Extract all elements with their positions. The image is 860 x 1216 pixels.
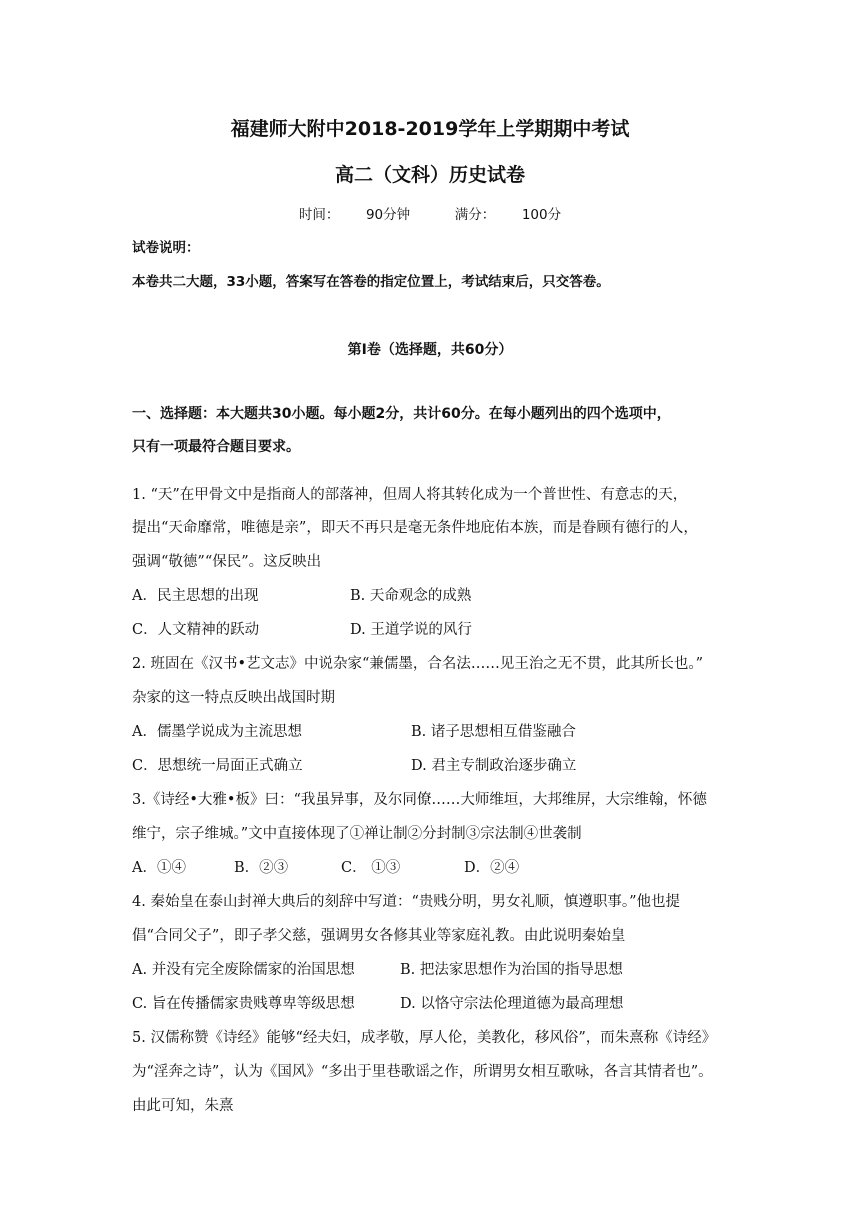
question-2-line-2: 杂家的这一特点反映出战国时期 [132, 690, 335, 706]
question-2-option-a: A．儒墨学说成为主流思想 [132, 724, 302, 740]
question-3-line-1: 3.《诗经•大雅•板》曰：“我虽异事，及尔同僚……大师维垣，大邦维屏，大宗维翰，怀德 [132, 792, 707, 808]
question-4-line-2: 倡“合同父子”，即子孝父慈，强调男女各修其业等家庭礼教。由此说明秦始皇 [132, 928, 626, 944]
question-4-option-b: B. 把法家思想作为治国的指导思想 [400, 962, 623, 978]
time-value: 90分钟 [365, 207, 411, 223]
question-3-option-a: A．①④ [132, 860, 186, 876]
score-value: 100分 [521, 207, 562, 223]
question-4-option-c: C. 旨在传播儒家贵贱尊卑等级思想 [132, 996, 355, 1012]
instructions-heading: 试卷说明： [132, 240, 200, 256]
question-3-option-d: D．②④ [464, 860, 520, 876]
question-1-line-1: 1. “天”在甲骨文中是指商人的部落神，但周人将其转化成为一个普世性、有意志的天， [132, 487, 688, 503]
section-intro-line-2: 只有一项最符合题目要求。 [132, 439, 300, 455]
question-1-option-a: A．民主思想的出现 [132, 588, 259, 604]
score-label: 满分： [454, 207, 496, 223]
question-4-option-d: D. 以恪守宗法伦理道德为最高理想 [400, 996, 624, 1012]
question-2-option-d: D. 君主专制政治逐步确立 [411, 758, 577, 774]
question-1-option-d: D. 王道学说的风行 [350, 622, 472, 638]
time-label: 时间： [298, 207, 340, 223]
section-intro-line-1: 一、选择题：本大题共30小题。每小题2分，共计60分。在每小题列出的四个选项中， [132, 406, 671, 422]
question-1-line-3: 强调“敬德”“保民”。这反映出 [132, 554, 322, 570]
instructions-text: 本卷共二大题，33小题，答案写在答卷的指定位置上，考试结束后，只交答卷。 [132, 274, 610, 290]
exam-subtitle: 高二（文科）历史试卷 [334, 164, 525, 186]
question-2-option-c: C．思想统一局面正式确立 [132, 758, 303, 774]
question-5-line-2: 为“淫奔之诗”，认为《国风》“多出于里巷歌谣之作，所谓男女相互歌咏，各言其情者也”。 [132, 1064, 713, 1080]
question-4-option-a: A. 并没有完全废除儒家的治国思想 [132, 962, 355, 978]
question-5-line-1: 5. 汉儒称赞《诗经》能够“经夫妇，成孝敬，厚人伦，美教化，移风俗”，而朱熹称《诗经》 [132, 1030, 717, 1046]
question-5-line-3: 由此可知，朱熹 [132, 1098, 234, 1114]
question-4-line-1: 4. 秦始皇在泰山封禅大典后的刻辞中写道：“贵贱分明，男女礼顺，慎遵职事。”他也提 [132, 894, 681, 910]
question-3-line-2: 维宁，宗子维城。”文中直接体现了①禅让制②分封制③宗法制④世袭制 [132, 826, 582, 842]
question-1-option-b: B. 天命观念的成熟 [350, 588, 472, 604]
question-1-option-c: C．人文精神的跃动 [132, 622, 260, 638]
section-title: 第Ⅰ卷（选择题，共60分） [347, 342, 513, 358]
question-2-line-1: 2. 班固在《汉书•艺文志》中说杂家“兼儒墨，合名法……见王治之无不贯，此其所长也。” [132, 656, 704, 672]
question-3-option-b: B．②③ [234, 860, 289, 876]
exam-title: 福建师大附中2018-2019学年上学期期中考试 [230, 118, 630, 140]
exam-meta [0, 203, 860, 223]
question-1-line-2: 提出“天命靡常，唯德是亲”，即天不再只是毫无条件地庇佑本族，而是眷顾有德行的人， [132, 520, 698, 536]
question-2-option-b: B. 诸子思想相互借鉴融合 [411, 724, 576, 740]
question-3-option-c: C． ①③ [341, 860, 401, 876]
